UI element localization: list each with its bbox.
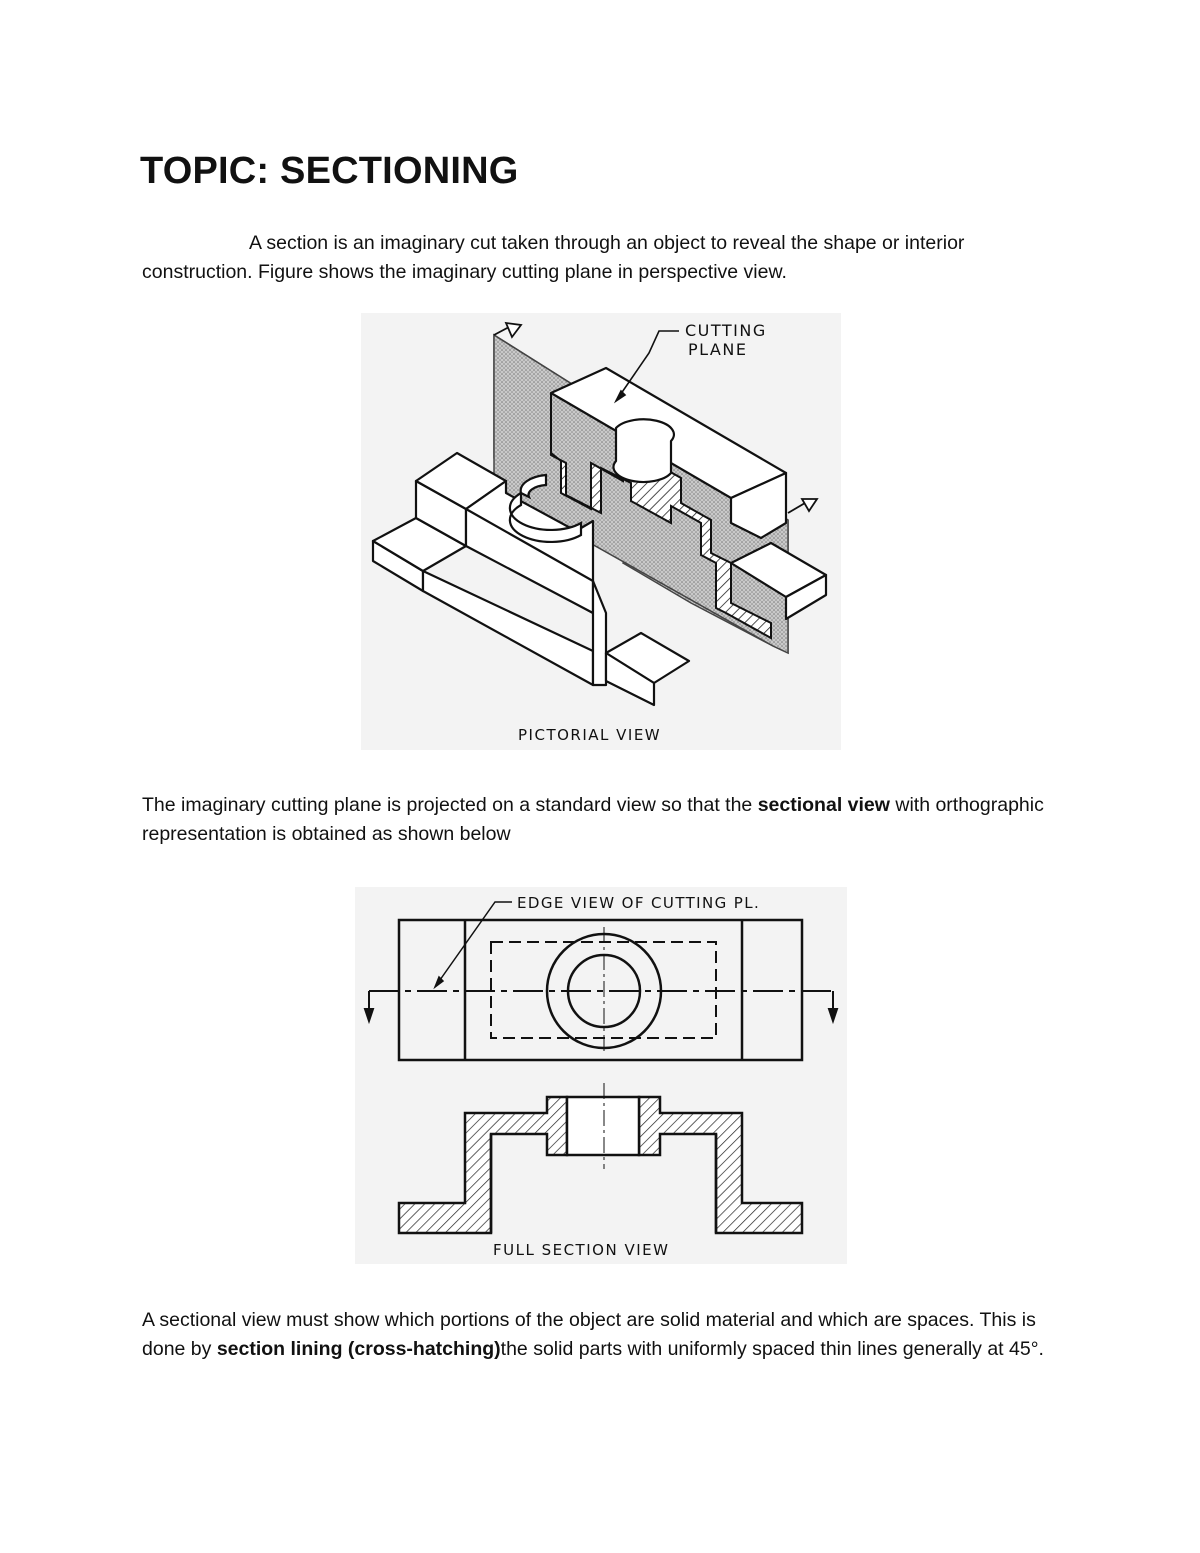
cutting-plane-label-line2: PLANE <box>688 340 748 359</box>
section-arrow-right <box>829 991 837 1021</box>
section-lining-paragraph <box>142 1306 1062 1364</box>
pictorial-view-figure <box>361 313 841 750</box>
arrow-top <box>494 323 521 337</box>
para2-text-end: with orthographic representation is obtained as shown below <box>142 794 1044 845</box>
sectional-view-paragraph <box>142 791 1062 849</box>
intro-text: A section is an imaginary cut taken through an object to reveal the shape or interior construction. Figure shows the imaginary cutting plane in perspective view. <box>142 232 965 283</box>
page-title: TOPIC: SECTIONING <box>140 150 519 192</box>
edge-view-label: EDGE VIEW OF CUTTING PL. <box>517 894 761 912</box>
intro-paragraph <box>142 229 1062 287</box>
para3-text-start: A sectional view must show which portions of the object are solid material and which are spaces. This is done by <box>142 1309 1036 1360</box>
full-section-figure <box>355 887 847 1264</box>
para3-text-end: the solid parts with uniformly spaced thin lines generally at 45°. <box>500 1338 1044 1360</box>
section-arrow-left <box>365 991 373 1021</box>
arrow-right <box>788 499 817 513</box>
top-view <box>369 920 833 1060</box>
cutting-plane-label-line1: CUTTING <box>685 321 767 340</box>
edge-view-leader <box>435 902 512 987</box>
figure1-caption: PICTORIAL VIEW <box>518 726 662 744</box>
section-lining-term: section lining (cross-hatching) <box>216 1338 501 1360</box>
figure2-caption: FULL SECTION VIEW <box>493 1241 670 1259</box>
section-view <box>399 1083 802 1233</box>
sectional-view-term: sectional view <box>757 794 890 816</box>
para2-text-start: The imaginary cutting plane is projected on a standard view so that the <box>142 794 758 816</box>
